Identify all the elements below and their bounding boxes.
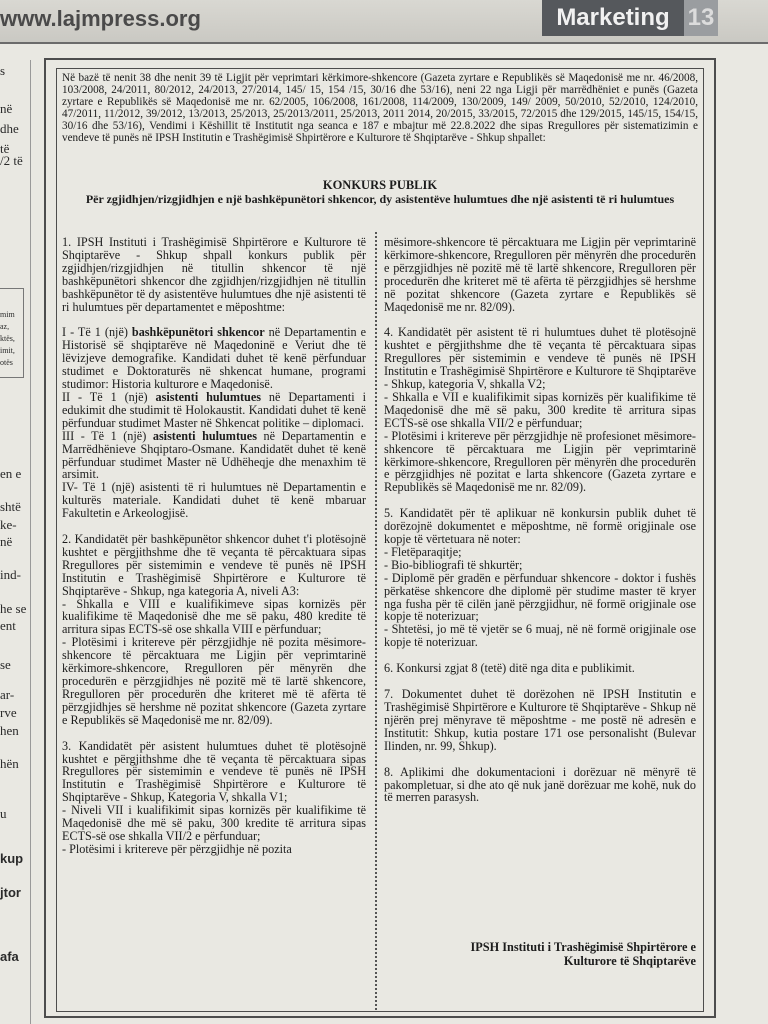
notice-left-column bbox=[62, 236, 366, 869]
fragment: ar- bbox=[0, 687, 15, 702]
notice-preamble: Në bazë të nenit 38 dhe nenit 39 të Ligjit për veprimtari kërkimore-shkencore (Gazeta zyrtare e Republikës së Maqedonisë me nr. 46/2008, 103/2008, 24/2011, 80/2012, 24/2013, 27/2014, 145/ 15, 154 /15, 30/16 dhe 53/16), neni 22 nga Ligji për marrëdhëniet e punës (Gazeta zyrtare e Republikës së Maqedonisë me nr. 62/2005, 106/2008, 161/2008, 114/2009, 130/2009, 149/ 2009, 50/2010, 52/2010, 124/2010, 47/2011, 11/2012, 39/2012, 13/2013, 25/2013, 25/2013/2011, 25/2013, 2011 2014, 20/2015, 33/2015, 72/2015 dhe 129/2015, 145/15, 154/15, 30/16 dhe 53/16), Vendimi i Këshillit të Institutit nga seanca e 187 e mbajtur më 22.8.2022 dhe sipas Rregullores për sistematizimin e vendeve të punës në IPSH Institutin e Trashëgimisë Shpirtërore e Kulturore të Shqiptarëve - Shkup shpallet: bbox=[62, 72, 698, 144]
fragment: /2 të bbox=[0, 153, 23, 168]
paragraph-4: 4. Kandidatët për asistent të ri hulumtues duhet të plotësojnë kushtet e përgjithshme dhe të veçanta të përcaktuara sipas Rregullores për sistemimin e vendeve të punës në IPSH Institutin e Trashëgimisë Shpirtërore e Kulturore të Shqiptarëve - Shkup, kategoria V, shkalla V2; - Shkalla e VII e kualifikimit sipas kornizës për kualifikime të Maqedonisë dhe më së paku, 300 kredite të arritura sipas ECTS-së ose shkalla VII/2 e përfunduar; - Plotësimi i kritereve për përzgjidhje në profesionet mësimore-shkencore të përcaktuara me Ligjin për veprimtarinë kërkimore-shkencore, Rregulloren për mënyrën dhe procedurën e përzgjidhjes në pozitat e larta shkencore (Gazeta zyrtare e Republikës së Maqedonisë me nr. 82/09). bbox=[384, 325, 696, 495]
site-url: www.lajmpress.org bbox=[0, 6, 201, 31]
fragment: në bbox=[0, 534, 13, 549]
notice-subtitle: Për zgjidhjen/rizgjidhjen e një bashkëpunëtori shkencor, dy asistentëve hulumtues dhe një asistenti të ri hulumtues bbox=[85, 192, 675, 206]
fragment: s bbox=[0, 63, 6, 78]
paragraph-2: 2. Kandidatët për bashkëpunëtor shkencor duhet t'i plotësojnë kushtet e përgjithshme dhe të veçanta të përcaktuara sipas Rregullores për sistemimin e vendeve të punës në IPSH Institutin e Trashëgimisë Shpirtërore e Kulturore të Shqiptarëve - Shkup, nga kategoria A, niveli A3: - Shkalla e VIII e kualifikimeve sipas kornizës për kualifikime të Maqedonisë dhe me së paku, 480 kredite të arritura sipas ECTS-së ose shkalla VIII e përfunduar; - Plotësimi i kritereve për përzgjidhje në pozita mësimore-shkencore të përcaktuara me Ligjin për veprimtarinë kërkimore-shkencore, Rregulloren për mënyrën dhe procedurën e përzgjidhjes në pozitë më të lartë shkencore, Rregulloren për procedurën dhe kriteret më të afërta të përzgjidhjes së hershme në pozitat shkencore (Gazeta zyrtare e Republikës së Maqedonisë me nr. 82/09). bbox=[62, 532, 366, 727]
paragraph-3-continued: mësimore-shkencore të përcaktuara me Ligjin për veprimtarinë kërkimore-shkencore, Rregulloren për mënyrën dhe procedurën e përzgjidhjes në pozitë më të lartë shkencore, Rregulloren për procedurën dhe kriteret më të afërta të përzgjidhjes së hershme në pozitat shkencore (Gazeta zyrtare e Republikës së Maqedonisë me nr. 82/09). bbox=[384, 235, 696, 314]
fragment: he se bbox=[0, 601, 27, 616]
fragment: ent bbox=[0, 618, 16, 633]
position-iv: IV- Të 1 (një) asistenti të ri hulumtues në Departamentin e kulturës materiale. Kandidati duhet të kenë mbaruar Fakultetin e Arkeologjisë. bbox=[62, 480, 366, 521]
document-item: - Shtetësi, jo më të vjetër se 6 muaj, në në formë origjinale ose kopje të noterizuar. bbox=[384, 622, 696, 650]
fragment: dhe bbox=[0, 121, 19, 136]
adjacent-column-fragments bbox=[0, 60, 28, 1024]
notice-right-column bbox=[384, 236, 696, 817]
paragraph-5: 5. Kandidatët për të aplikuar në konkursin publik duhet të dorëzojnë dokumentet e mëposhtme, në formë origjinale ose kopje të vërtetuara në noter: - Fletëparaqitje; - Bio-bibliografi të shkurtër; - Diplomë për gradën e përfunduar shkencore - doktor i fushës përkatëse shkencore dhe diplomë për studime master të kryer nga fusha për të cilën janë përzgjidhur, në formë origjinale ose kopje të noterizuar; - Shtetësi, jo më të vjetër se 6 muaj, në në formë origjinale ose kopje të noterizuar. bbox=[384, 506, 696, 650]
fragment: imit, bbox=[0, 346, 15, 355]
paragraph-1: 1. IPSH Instituti i Trashëgimisë Shpirtërore e Kulturore të Shqiptarëve - Shkup shpall konkurs publik për zgjidhjen/rizgjidhjen në titullin shkencor të një bashkëpunëtori shkencor dhe zgjidhjen/rizgjidhjen në titullin bashkëpunëtor të dy asistentëve hulumtues dhe një asistenti të ri hulumtues për departamentet e mëposhtme: bbox=[62, 235, 366, 314]
fragment: të bbox=[0, 141, 10, 156]
fragment: afa bbox=[0, 949, 19, 964]
fragment: në bbox=[0, 101, 13, 116]
fragment: ktës, bbox=[0, 334, 15, 343]
paragraph-8: 8. Aplikimi dhe dokumentacioni i dorëzuar në mënyrë të pakompletuar, si dhe ato që nuk janë dorëzuar me kohë, nuk do të merren parasysh. bbox=[384, 764, 696, 805]
fragment: rve bbox=[0, 705, 17, 720]
position-list bbox=[62, 326, 366, 520]
fragment: en e bbox=[0, 466, 22, 481]
document-item: - Diplomë për gradën e përfunduar shkencore - doktor i fushës përkatëse shkencore dhe diplomë për studime master të kryer nga fusha për të cilën janë përzgjidhur, në formë origjinale ose kopje të noterizuar; bbox=[384, 570, 696, 624]
issuer-signature: IPSH Instituti i Trashëgimisë Shpirtërore e Kulturore të Shqiptarëve bbox=[470, 940, 696, 968]
fragment: hen bbox=[0, 723, 19, 738]
fragment: otës bbox=[0, 358, 13, 367]
fragment: mim bbox=[0, 310, 15, 319]
fragment: shtë bbox=[0, 499, 21, 514]
fragment: hën bbox=[0, 756, 19, 771]
column-rule bbox=[30, 60, 31, 1024]
adjacent-table-box bbox=[0, 288, 24, 378]
paragraph-7: 7. Dokumentet duhet të dorëzohen në IPSH Institutin e Trashëgimisë Shpirtërore e Kulturore të Shqiptarëve - Shkup në njërën prej mënyrave të mëposhtme - me postë në adresën e Institutit: Shkup, kutia postare 171 ose personalisht (Bulevar Ilinden, nr. 99, Shkup). bbox=[384, 687, 696, 753]
position-ii: II - Të 1 (një) asistenti hulumtues në Departamenti i edukimit dhe studimit të Holokaustit. Kandidati duhet të kenë përfunduar studimet Master në Shkencat politike – diplomaci. bbox=[62, 389, 366, 430]
section-tab: Marketing bbox=[542, 0, 684, 36]
position-i: I - Të 1 (një) bashkëpunëtori shkencor në Departamentin e Historisë së shqiptarëve në Maqedoninë e Veriut dhe të lëvizjeve demografike. Kandidati duhet të kenë përfunduar studimet e Doktoraturës në shkencat humane, programi studimor: Historia kulturore e Maqedonisë. bbox=[62, 325, 366, 392]
fragment: ind- bbox=[0, 567, 21, 582]
notice-title: KONKURS PUBLIK bbox=[322, 178, 438, 192]
fragment: u bbox=[0, 806, 7, 821]
fragment: se bbox=[0, 657, 11, 672]
fragment: kup bbox=[0, 851, 24, 866]
fragment: ke- bbox=[0, 517, 17, 532]
paragraph-6: 6. Konkursi zgjat 8 (tetë) ditë nga dita e publikimit. bbox=[384, 661, 635, 676]
fragment: az, bbox=[0, 322, 10, 331]
position-iii: III - Të 1 (një) asistenti hulumtues në Departamentin e Marrëdhënieve Shqiptaro-Osmane. Kandidatët duhet të kenë përfunduar studimet Master në Udhëheqje dhe menaxhim të arsimit. bbox=[62, 428, 366, 482]
paragraph-3: 3. Kandidatët për asistent hulumtues duhet të plotësojnë kushtet e përgjithshme dhe të veçanta të përcaktuara sipas Rregullores për sistemimin e vendeve të punës në IPSH Institutin e Trashëgimisë Shpirtërore e Kulturore të Shqiptarëve - Shkup, Kategoria V, shkalla V1; - Niveli VII i kualifikimit sipas kornizës për kualifikime të Maqedonisë dhe më së paku, 300 kredite të arritura sipas ECTS-së ose shkalla VII/2 e përfunduar; - Plotësimi i kritereve për përzgjidhje në pozita bbox=[62, 738, 366, 856]
fragment: jtor bbox=[0, 885, 21, 900]
column-divider bbox=[375, 232, 377, 1010]
document-item: - Fletëparaqitje; bbox=[384, 544, 462, 559]
header-rule bbox=[0, 42, 768, 44]
document-item: - Bio-bibliografi të shkurtër; bbox=[384, 557, 523, 572]
page-number: 13 bbox=[684, 0, 718, 36]
